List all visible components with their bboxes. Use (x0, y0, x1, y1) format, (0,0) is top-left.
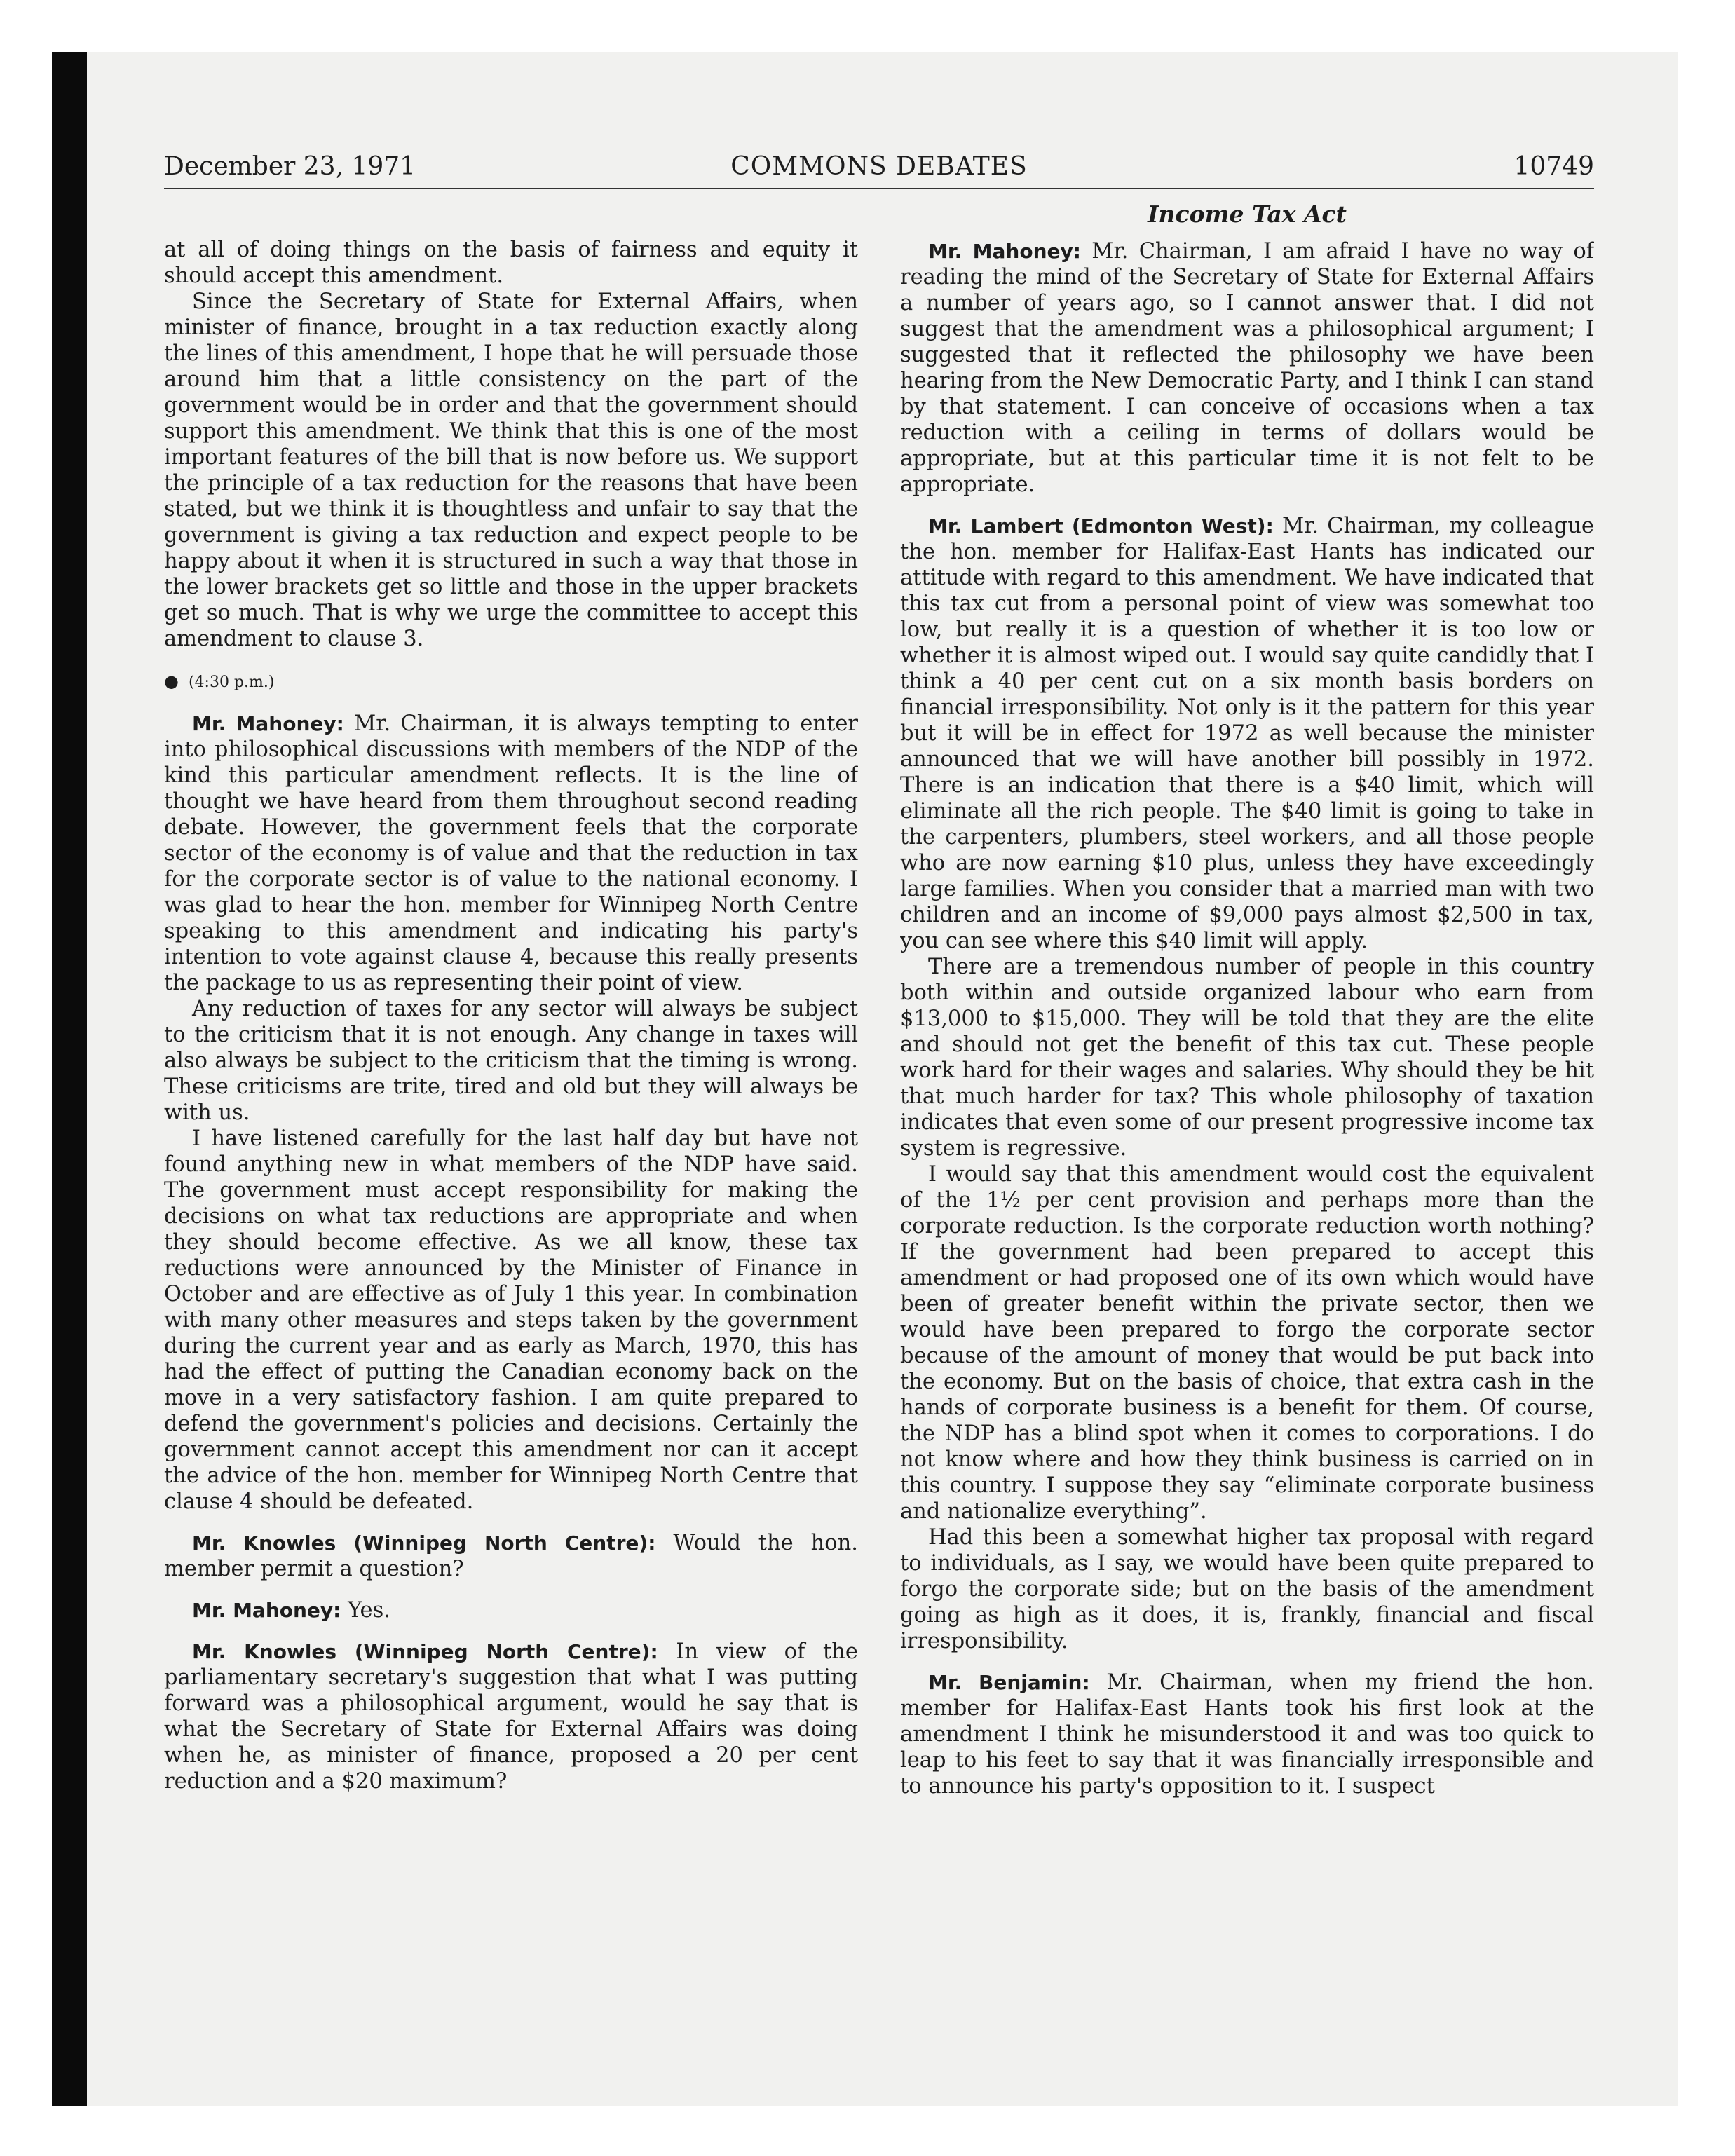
right-column (900, 195, 1594, 1947)
speech-text: Would the hon. member permit a question? (164, 1531, 858, 1581)
speaker-name: Mr. Knowles (Winnipeg North Centre): (192, 1531, 656, 1555)
header-date: December 23, 1971 (164, 152, 416, 181)
speech-text: Yes. (348, 1598, 390, 1623)
speaker-name: Mr. Mahoney: (192, 712, 344, 735)
document-page (87, 52, 1678, 2106)
scan-edge (52, 52, 87, 2106)
speaker-name: Mr. Benjamin: (928, 1671, 1090, 1694)
speech (900, 1670, 1594, 1799)
speech (164, 711, 858, 996)
speech (164, 1597, 858, 1623)
timestamp-text: (4:30 p.m.) (188, 674, 275, 691)
paragraph: I would say that this amendment would cost the equivalent of the 1½ per cent provision and perhaps more than the corporate reduction. Is the corporate reduction worth nothing? If the government had been prepared to accept this amendment or had proposed one of its own which would have been of greater benefit within the private sector, then we would have been prepared to forgo the corporate sector because of the amount of money that would be put back into the economy. But on the basis of choice, that extra cash in the hands of corporate business is a benefit for them. Of course, the NDP has a blind spot when it comes to corporations. I do not know where and how they think business is carried on in this country. I suppose they say “eliminate corporate business and nationalize everything”. (900, 1162, 1594, 1524)
paragraph: Any reduction of taxes for any sector will always be subject to the criticism that it is not enough. Any change in taxes will also always be subject to the criticism that the timing is wrong. These criticisms are trite, tired and old but they will always be with us. (164, 997, 858, 1125)
speech (900, 513, 1594, 954)
speaker-name: Mr. Lambert (Edmonton West): (928, 514, 1274, 538)
speech-text: Mr. Chairman, when my friend the hon. member for Halifax-East Hants took his first look at the amendment I think he misunderstood it and was too quick to leap to his feet to say that it was financially irresponsible and to announce his party's opposition to it. I suspect (900, 1670, 1594, 1799)
paragraph: I have listened carefully for the last half day but have not found anything new in what members of the NDP have said. The government must accept responsibility for making the decisions on what tax reductions are appropriate and when they should become effective. As we all know, these tax reductions were announced by the Minister of Finance in October and are effective as of July 1 this year. In combination with many other measures and steps taken by the government during the current year and as early as March, 1970, this has had the effect of putting the Canadian economy back on the move in a very satisfactory fashion. I am quite prepared to defend the government's policies and decisions. Certainly the government cannot accept this amendment nor can it accept the advice of the hon. member for Winnipeg North Centre that clause 4 should be defeated. (164, 1126, 858, 1514)
speaker-name: Mr. Mahoney: (928, 240, 1081, 263)
speech-text: Mr. Chairman, my colleague the hon. member for Halifax-East Hants has indicated our attitude with regard to this amendment. We have indicated that this tax cut from a personal point of view was somewhat too low, but really it is a question of whether it is too low or whether it is almost wiped out. I would say quite candidly that I think a 40 per cent cut on a six month basis borders on financial irresponsibility. Not only is it the pattern for this year but it will be in effect for 1972 as well because the minister announced that we will have another bill possibly in 1972. There is an indication that there is a $40 limit, which will eliminate all the rich people. The $40 limit is going to take in the carpenters, plumbers, steel workers, and all those people who are now earning $10 plus, unless they have exceedingly large families. When you consider that a married man with two children and an income of $9,000 pays almost $2,500 in tax, you can see where this $40 limit will apply. (900, 514, 1594, 953)
speech-text: Mr. Chairman, it is always tempting to enter into philosophical discussions with members of the NDP of the kind this particular amendment reflects. It is the line of thought we have heard from them throughout second reading debate. However, the government feels that the corporate sector of the economy is of value and that the reduction in tax for the corporate sector is of value to the national economy. I was glad to hear the hon. member for Winnipeg North Centre speaking to this amendment and indicating his party's intention to vote against clause 4, because this really presents the package to us as representing their point of view. (164, 711, 858, 995)
section-title: Income Tax Act (1148, 200, 1347, 228)
speech (900, 238, 1594, 498)
speech-text: Mr. Chairman, I am afraid I have no way of reading the mind of the Secretary of State for External Affairs a number of years ago, so I cannot answer that. I did not suggest that the amendment was a philosophical argument; I suggested that it reflected the philosophy we have been hearing from the New Democratic Party, and I think I can stand by that statement. I can conceive of occasions when a tax reduction with a ceiling in terms of dollars would be appropriate, but at this particular time it is not felt to be appropriate. (900, 239, 1594, 497)
speaker-name: Mr. Knowles (Winnipeg North Centre): (192, 1640, 658, 1663)
paragraph: at all of doing things on the basis of fairness and equity it should accept this amendment. (164, 238, 858, 288)
speaker-name: Mr. Mahoney: (192, 1599, 341, 1622)
paragraph: Since the Secretary of State for External Affairs, when minister of finance, brought in a tax reduction exactly along the lines of this amendment, I hope that he will persuade those around him that a little consistency on the part of the government would be in order and that the government should support this amendment. We think that this is one of the most important features of the bill that is now before us. We support the principle of a tax reduction for the reasons that have been stated, but we think it is thoughtless and unfair to say that the government is giving a tax reduction and expect people to be happy about it when it is structured in such a way that those in the lower brackets get so little and those in the upper brackets get so much. That is why we urge the committee to accept this amendment to clause 3. (164, 289, 858, 651)
header-journal-title: COMMONS DEBATES (730, 152, 1028, 181)
bullet-icon: ● (164, 671, 179, 691)
timestamp (164, 669, 858, 695)
left-column (164, 237, 858, 1989)
speech (164, 1639, 858, 1794)
speech-text: In view of the parliamentary secretary's suggestion that what I was putting forward was a philosophical argument, would he say that is what the Secretary of State for External Affairs was doing when he, as minister of finance, proposed a 20 per cent reduction and a $20 maximum? (164, 1639, 858, 1794)
paragraph: Had this been a somewhat higher tax proposal with regard to individuals, as I say, we would have been quite prepared to forgo the corporate side; but on the basis of the amendment going as high as it does, it is, frankly, financial and fiscal irresponsibility. (900, 1525, 1594, 1653)
paragraph: There are a tremendous number of people in this country both within and outside organized labour who earn from $13,000 to $15,000. They will be told that they are the elite and should not get the benefit of this tax cut. These people work hard for their wages and salaries. Why should they be hit that much harder for tax? This whole philosophy of taxation indicates that even some of our present progressive income tax system is regressive. (900, 955, 1594, 1161)
speech (164, 1530, 858, 1582)
header-page-number: 10749 (1513, 152, 1594, 181)
running-head (164, 149, 1594, 189)
